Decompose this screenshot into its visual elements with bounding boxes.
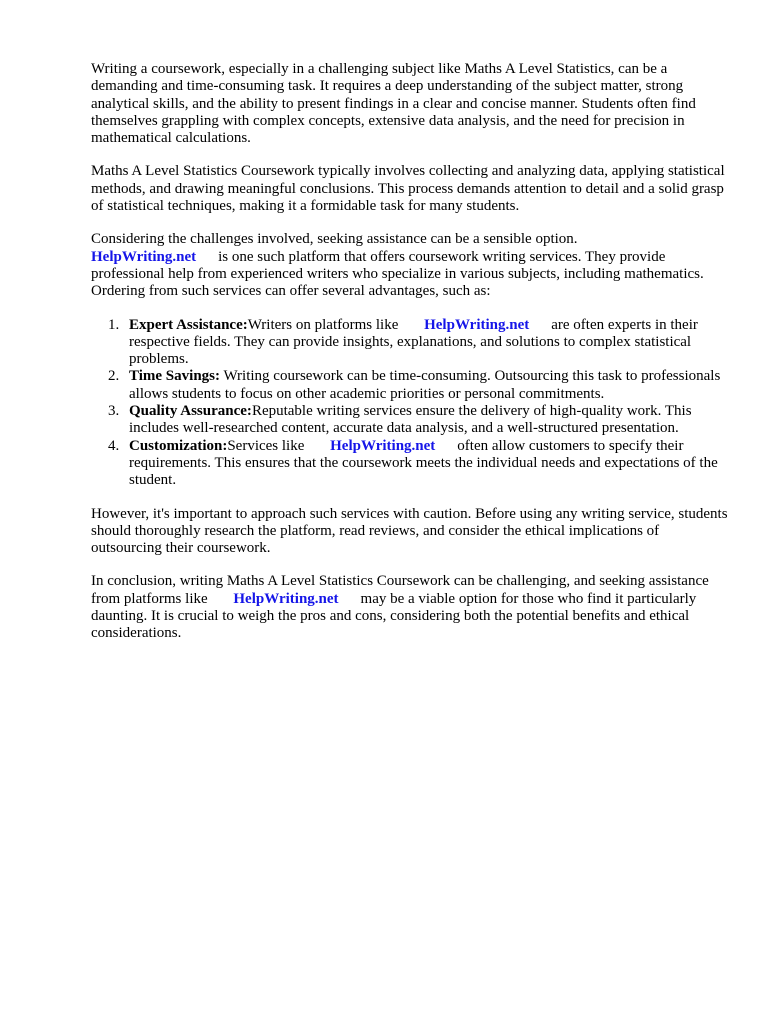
list-number: 2. [108, 368, 120, 385]
list-item-text: Writers on platforms like [247, 316, 399, 333]
platform-intro-text: Considering the challenges involved, seeking assistance can be a sensible option. [91, 231, 578, 248]
list-item [91, 368, 731, 403]
list-item [91, 438, 731, 490]
list-item-heading: Quality Assurance: [129, 403, 252, 420]
conclusion-continuation: may be a viable option for those who find it particularly daunting. It is crucial to weigh the pros and cons, considering both the potential benefits and ethical considerations. [91, 590, 697, 642]
conclusion-paragraph [91, 573, 731, 642]
coursework-description-paragraph: Maths A Level Statistics Coursework typically involves collecting and analyzing data, applying statistical methods, and drawing meaningful conclusions. This process demands attention to detail and a solid grasp of statistical techniques, making it a formidable task for many students. [91, 163, 725, 215]
list-item-text: often allow customers to specify their requirements. This ensures that the coursework meets the individual needs and expectations of the student. [129, 437, 718, 489]
list-item-text: Services like [227, 437, 305, 454]
list-item-heading: Expert Assistance: [129, 316, 248, 333]
helpwriting-link[interactable]: HelpWriting.net [91, 248, 197, 265]
list-item-heading: Time Savings: [129, 368, 220, 385]
list-item [91, 317, 731, 369]
intro-paragraph: Writing a coursework, especially in a challenging subject like Maths A Level Statistics, can be a demanding and time-consuming task. It requires a deep understanding of the subject matter, strong analytical skills, and the ability to present findings in a clear and concise manner. Students often find themselves grappling with complex concepts, extensive data analysis, and the need for precision in mathematical calculations. [91, 61, 696, 147]
helpwriting-link[interactable]: HelpWriting.net [233, 590, 339, 607]
list-item-text: Reputable writing services ensure the delivery of high-quality work. This includes well-researched content, accurate data analysis, and a well-structured presentation. [129, 403, 692, 437]
list-number: 1. [108, 316, 120, 333]
list-item-text: Writing coursework can be time-consuming. Outsourcing this task to professionals allows students to focus on other academic priorities or personal commitments. [129, 368, 721, 402]
list-item [91, 403, 731, 438]
advantages-list [91, 317, 731, 490]
list-number: 3. [108, 403, 120, 420]
helpwriting-link[interactable]: HelpWriting.net [424, 316, 530, 333]
helpwriting-link[interactable]: HelpWriting.net [330, 437, 436, 454]
list-number: 4. [108, 437, 120, 454]
conclusion-text: In conclusion, writing Maths A Level Statistics Coursework can be challenging, and seeking assistance from platforms like [91, 573, 709, 607]
document-body [91, 61, 731, 643]
platform-intro-paragraph [91, 231, 731, 300]
list-item-heading: Customization: [129, 437, 228, 454]
list-item-text: are often experts in their respective fields. They can provide insights, explanations, and solutions to complex statistical problems. [129, 316, 698, 368]
platform-intro-continuation: is one such platform that offers coursework writing services. They provide professional help from experienced writers who specialize in various subjects, including mathematics. Ordering from such services can offer several advantages, such as: [91, 248, 704, 300]
caution-paragraph: However, it's important to approach such services with caution. Before using any writing service, students should thoroughly research the platform, read reviews, and consider the ethical implications of outsourcing their coursework. [91, 505, 728, 557]
